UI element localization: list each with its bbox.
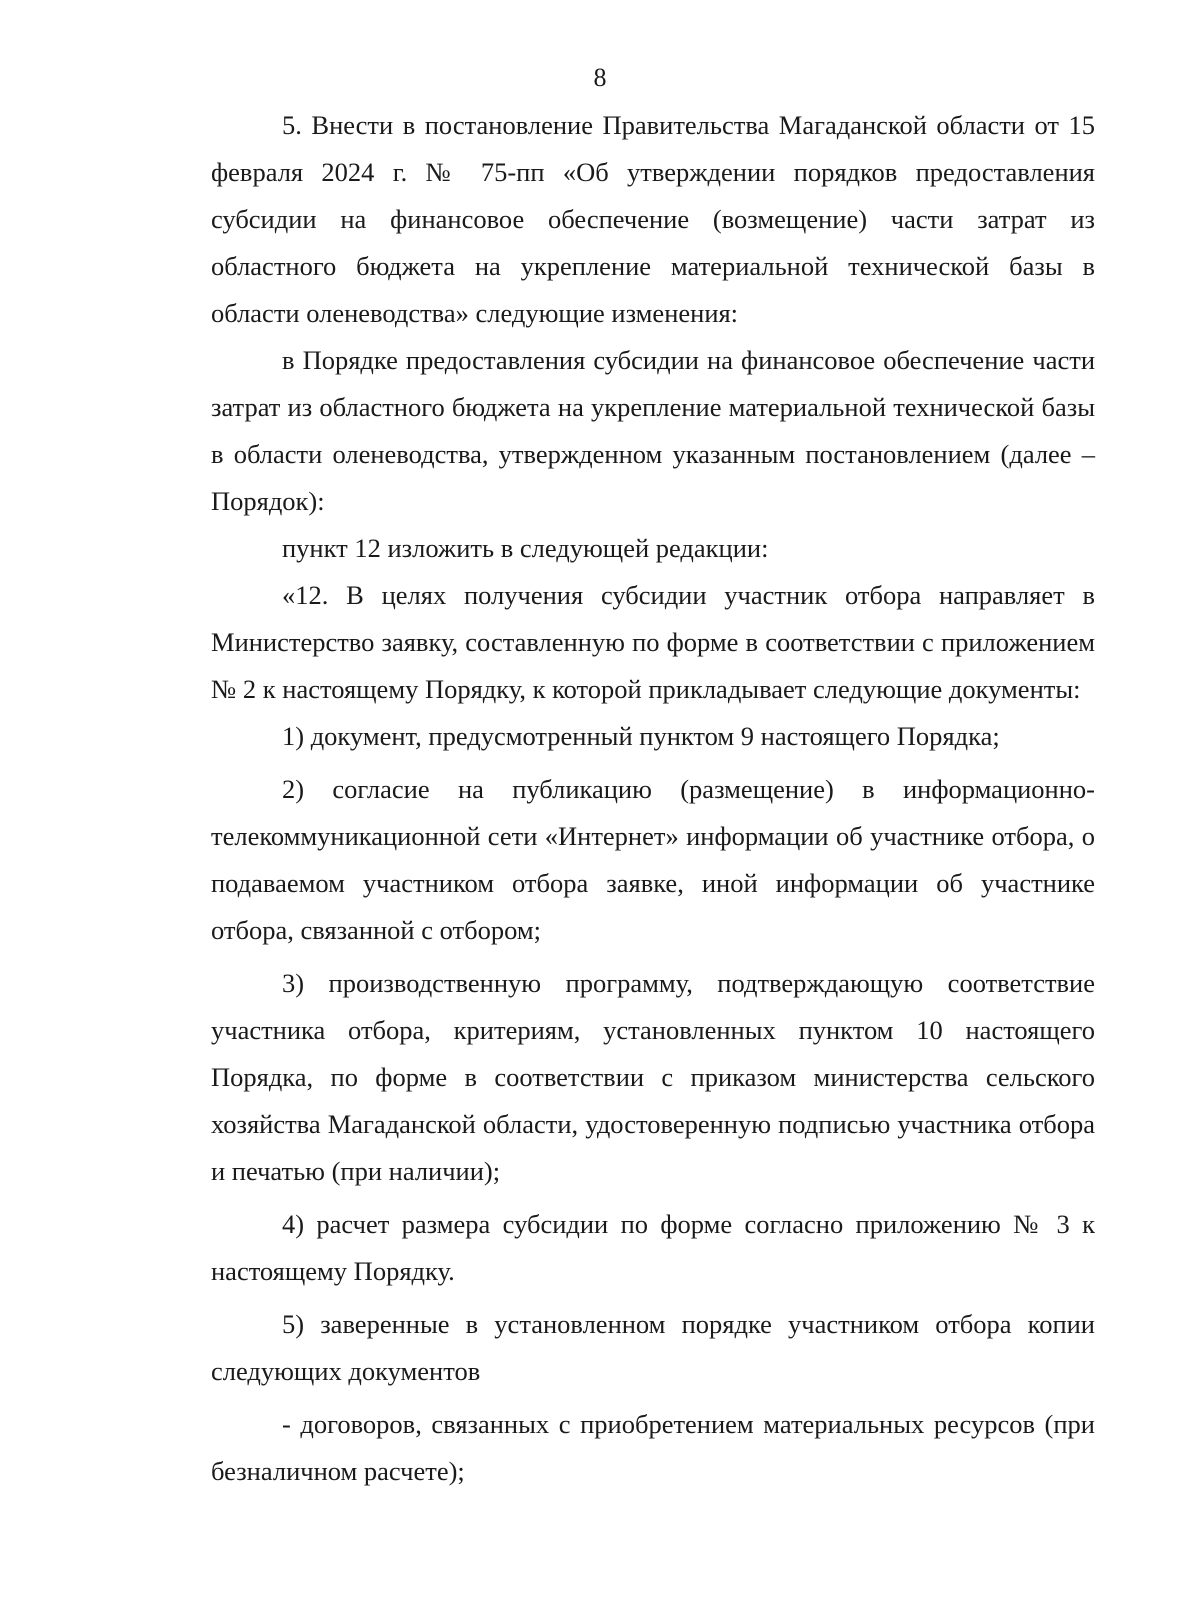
list-item-4: 4) расчет размера субсидии по форме согласно приложению № 3 к настоящему Порядку.: [211, 1209, 1095, 1286]
paragraph-procedure-reference: в Порядке предоставления субсидии на финансовое обеспечение части затрат из областного бюджета на укрепление материальной технической базы в области оленеводства, утвержденном указанным постановлением (далее – Порядок):: [211, 345, 1095, 516]
paragraph-amendment-intro: 5. Внести в постановление Правительства Магаданской области от 15 февраля 2024 г. № 75-пп «Об утверждении порядков предоставления субсидии на финансовое обеспечение (возмещение) части затрат из областного бюджета на укрепление материальной технической базы в области оленеводства» следующие изменения:: [211, 110, 1095, 328]
list-subitem-contracts: - договоров, связанных с приобретением материальных ресурсов (при безналичном расчете);: [211, 1409, 1095, 1486]
list-item-2: 2) согласие на публикацию (размещение) в информационно-телекоммуникационной сети «Интернет» информации об участнике отбора, о подаваемом участником отбора заявке, иной информации об участнике отбора, связанной с отбором;: [211, 774, 1095, 945]
list-item-5: 5) заверенные в установленном порядке участником отбора копии следующих документов: [211, 1309, 1095, 1386]
document-body: [211, 102, 1095, 1495]
page-number: 8: [593, 63, 607, 92]
paragraph-point-12-text: «12. В целях получения субсидии участник отбора направляет в Министерство заявку, составленную по форме в соответствии с приложением № 2 к настоящему Порядку, к которой прикладывает следующие документы:: [211, 580, 1095, 704]
paragraph-point-12-heading: пункт 12 изложить в следующей редакции:: [282, 533, 769, 563]
list-item-1: 1) документ, предусмотренный пунктом 9 настоящего Порядка;: [282, 721, 1000, 751]
list-item-3: 3) производственную программу, подтверждающую соответствие участника отбора, критериям, установленных пунктом 10 настоящего Порядка, по форме в соответствии с приказом министерства сельского хозяйства Магаданской области, удостоверенную подписью участника отбора и печатью (при наличии);: [211, 968, 1095, 1186]
